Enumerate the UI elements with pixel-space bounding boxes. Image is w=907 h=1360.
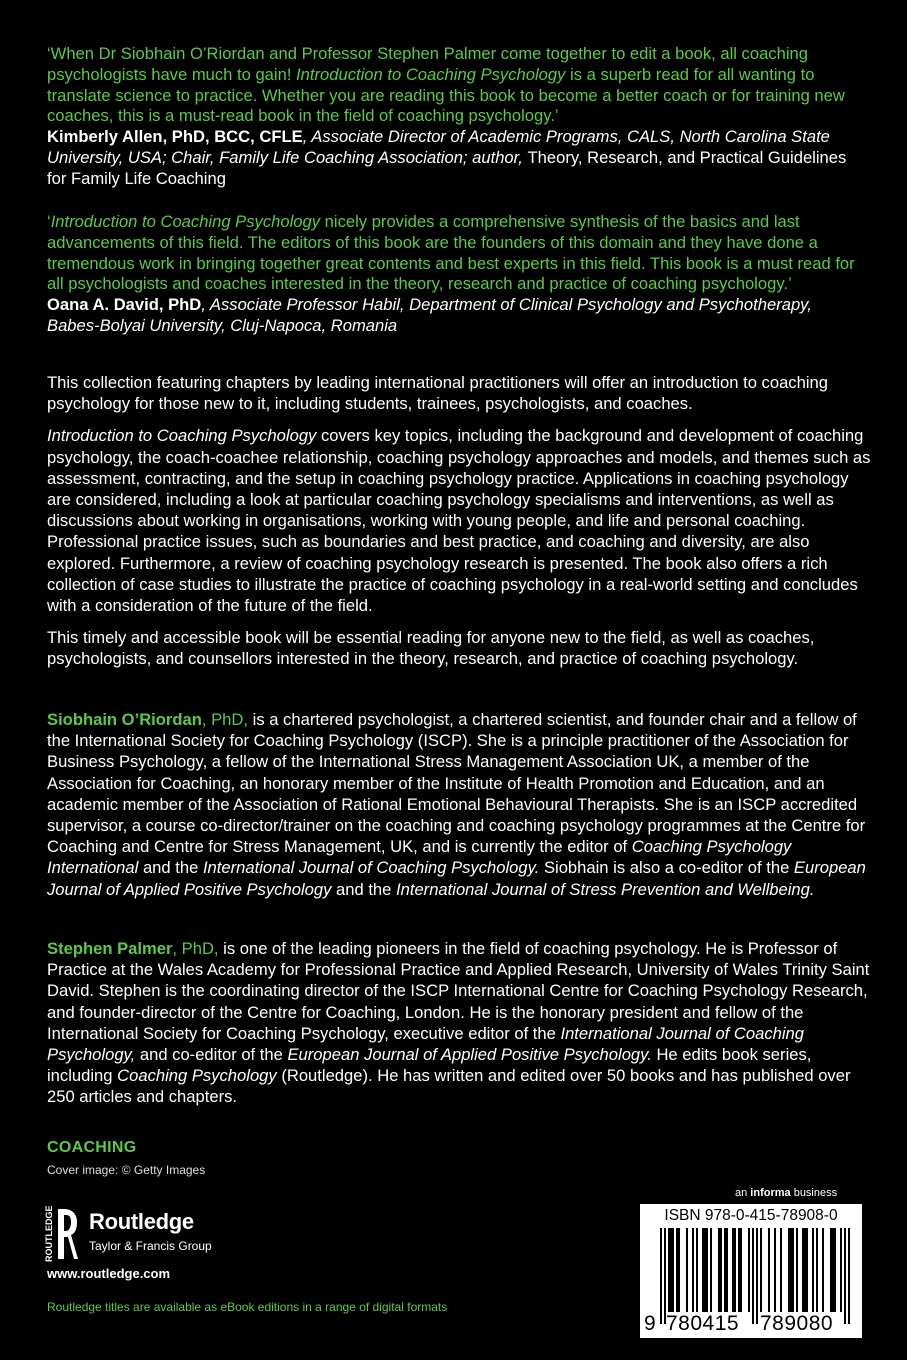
text-run: International Journal of Stress Prevention and Wellbeing. [396,879,815,899]
text-run: and the [331,879,396,899]
routledge-mark-icon [42,1205,78,1263]
barcode-bar [756,1228,758,1324]
isbn-label: ISBN 978-0-415-78908-0 [664,1207,838,1224]
text-run: ‘When Dr Siobhain O’Riordan and Professor Stephen Palmer come together to edit a book, all coaching psychologists have much to gain! [47,44,808,84]
text-run: , Associate Professor Habil, Department of Clinical Psychology and Psychotherapy, Babes-Bolyai University, Cluj-Napoca, Romania [47,295,812,335]
text-run: Introduction to Coaching Psychology [47,426,317,446]
bio-text [47,939,869,1106]
barcode-bar [738,1228,740,1312]
barcode-bar [752,1228,754,1324]
barcode-bar [832,1228,834,1312]
barcode-bar [692,1228,694,1312]
barcode-bar [768,1228,770,1312]
review-kimberly-allen [47,44,867,190]
review-attribution [47,295,867,337]
barcode-bar [676,1228,678,1312]
text-run: International Journal of Coaching Psychology, [47,1023,805,1065]
informa-business-label: an informa business [735,1187,838,1199]
publisher-logo [42,1205,262,1263]
review-quote [47,44,867,127]
barcode-bar [686,1228,688,1312]
barcode-bar [844,1228,846,1324]
bio-degree: , PhD, [201,710,249,729]
barcode-bar [848,1228,850,1324]
barcode-bar [702,1228,704,1312]
bio-name: Stephen Palmer [47,939,173,958]
barcode-left-digits: 780415 [666,1312,740,1335]
text-run: This collection featuring chapters by leading international practitioners will offer an introduction to coaching psychology for those new to it, including students, trainees, psychologists, and coaches. [47,373,828,414]
barcode-bar [788,1228,790,1312]
text-run: Introduction to Coaching Psychology [296,64,566,84]
publisher-name: Routledge [89,1209,194,1234]
text-run: Introduction to Coaching Psychology [50,212,321,231]
reviewer-name: Kimberly Allen, PhD, BCC, CFLE [47,127,303,147]
barcode-bar [710,1228,712,1312]
text-run: Coaching Psychology [117,1066,277,1086]
barcode-bar [806,1228,808,1312]
barcode-bar [760,1228,762,1312]
barcode-bar [696,1228,698,1312]
ebook-note: Routledge titles are available as eBook editions in a range of digital formats [47,1300,448,1314]
text-run: is one of the leading pioneers in the field of coaching psychology. He is Professor of Practice at the Wales Academy for Professional Practice and Applied Research, University of Wales Trinity Saint David. Stephen is the coordinating director of the ISCP International Centre for Coaching Psychology Research, and founder-director of the Centre for Coaching, London. He is the honorary president and fellow of the International Society for Coaching Psychology, executive editor of the [47,939,870,1043]
publisher-group: Taylor & Francis Group [89,1239,212,1253]
text-run: , Associate Director of Academic Programs, CALS, North Carolina State University, USA; Chair, Family Life Coaching Association; author, [47,127,830,167]
text-run: covers key topics, including the background and development of coaching psychology, the coach-coachee relationship, coaching psychology approaches and models, and themes such as assessment, contracting, and the setup in coaching psychology practice. Applications in coaching psychology are considered, including a look at particular coaching psychology specialisms and interventions, as well as discussions about working in organisations, working with young people, and life and personal coaching. Professional practice issues, such as boundaries and best practice, and coaching and diversity, are also explored. Furthermore, a review of coaching psychology research is presented. The book also offers a rich collection of case studies to illustrate the practice of coaching psychology in a real-world setting and concludes with a consideration of the future of the field. [47,426,871,616]
text-run: is a superb read for all wanting to translate science to practice. Whether you are reading this book to become a better coach or for training new coaches, this is a must-read book in the field of coaching psychology.’ [47,64,845,126]
barcode-bar [748,1228,750,1312]
text-run: Siobhain is also a co-editor of the [539,858,794,878]
bio-stephen-palmer [47,938,872,1108]
barcode-bar [672,1228,674,1312]
reviewer-name: Oana A. David, PhD [47,295,202,315]
barcode-bar [792,1228,794,1312]
barcode-bar [796,1228,798,1312]
text-run: This timely and accessible book will be essential reading for anyone new to the field, as well as coaches, psychologists, and counsellors interested in the theory, research, and practice of coaching psychology. [47,628,815,669]
text-run: European Journal of Applied Positive Psychology. [287,1045,652,1065]
description-paragraph [47,372,872,414]
barcode-bar [812,1228,814,1312]
barcode-bar [834,1228,836,1312]
category-label: COACHING [47,1139,137,1156]
text-run: Theory, Research, and Practical Guidelines for Family Life Coaching [47,147,847,188]
text-run: and co-editor of the [135,1045,288,1065]
review-quote [47,212,867,295]
text-run: European Journal of Applied Positive Psychology [47,858,866,899]
text-run: He edits book series, including [47,1045,812,1086]
barcode-bar [804,1228,806,1312]
publisher-website[interactable]: www.routledge.com [47,1266,171,1281]
description-paragraph [47,425,872,616]
barcode-bar [718,1228,720,1312]
barcode-bar [726,1228,728,1312]
text-run: Coaching Psychology International [47,837,792,878]
barcode-bar [732,1228,734,1312]
text-run: and the [138,858,203,878]
barcode-bar [724,1228,726,1312]
text-run: International Journal of Coaching Psychology. [202,858,540,878]
barcode-bar [830,1228,832,1312]
barcode-bar [670,1228,672,1312]
barcode-bar [704,1228,706,1312]
book-description [47,372,872,681]
barcode-bar [740,1228,742,1312]
barcode-bar [822,1228,824,1312]
bio-siobhain-oriordan [47,709,872,900]
description-paragraph [47,627,872,669]
barcode-lead-digit: 9 [644,1312,657,1335]
barcode-bar [734,1228,736,1312]
isbn-barcode [640,1204,862,1338]
bio-degree: , PhD, [172,939,219,958]
barcode-bar [840,1228,842,1312]
bio-name: Siobhain O’Riordan [47,710,202,729]
bio-text [47,710,866,899]
barcode-bar [774,1228,776,1312]
text-run: is a chartered psychologist, a chartered scientist, and founder chair and a fellow of the International Society for Coaching Psychology (ISCP). She is a principle practitioner of the Association for Business Psychology, a fellow of the International Stress Management Association UK, a member of the Association for Coaching, an honorary member of the Institute of Health Promotion and Education, and an academic member of the Association of Rational Emotional Behavioural Therapists. She is an ISCP accredited supervisor, a course co-director/trainer on the coaching and coaching psychology programmes at the Centre for Coaching and Centre for Stress Management, UK, and is currently the editor of [47,710,866,857]
svg-text:ROUTLEDGE: ROUTLEDGE [44,1205,54,1262]
barcode-bar [816,1228,818,1312]
review-attribution [47,127,867,189]
barcode-bar [660,1228,662,1324]
review-oana-david [47,212,867,337]
barcode-bar [668,1228,670,1312]
barcode-right-digits: 789080 [760,1312,834,1335]
barcode-bar [790,1228,792,1312]
text-run: ‘ [47,212,51,231]
barcode-bar [706,1228,708,1312]
barcode-bar [720,1228,722,1312]
barcode-bar [780,1228,782,1312]
cover-credit: Cover image: © Getty Images [47,1163,206,1177]
barcode-bar [802,1228,804,1312]
text-run: (Routledge). He has written and edited over 50 books and has published over 250 articles and chapters. [47,1066,851,1107]
text-run: nicely provides a comprehensive synthesis of the basics and last advancements of this field. The editors of this book are the founders of this domain and they have done a tremendous work in bringing together great contents and best experts in this field. This book is a must read for all psychologists and coaches interested in the theory, research and practice of coaching psychology.’ [47,212,855,294]
barcode-bar [664,1228,666,1324]
barcode-bar [678,1228,680,1312]
